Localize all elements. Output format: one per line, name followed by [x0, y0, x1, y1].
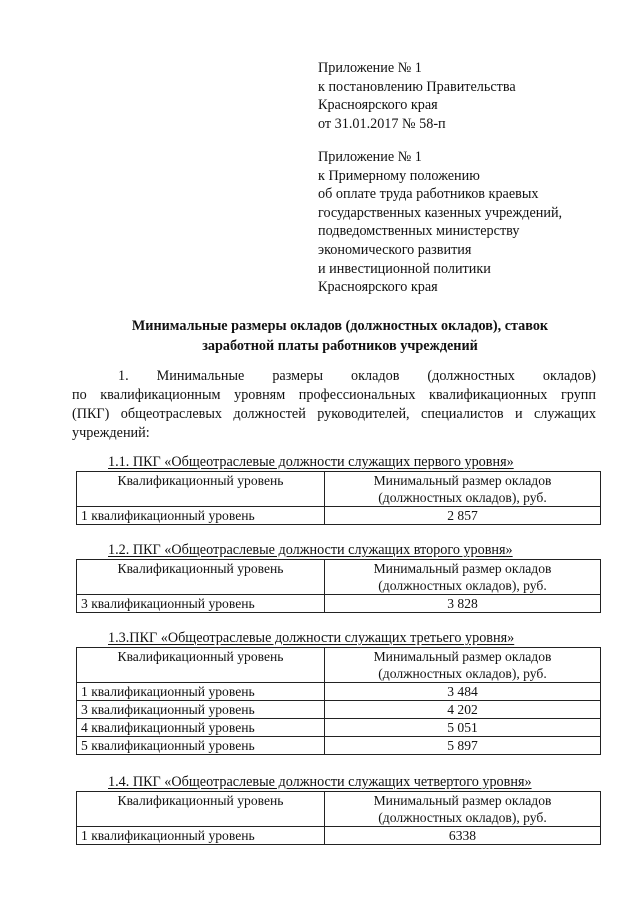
- salary-cell: 6338: [325, 827, 601, 845]
- section-caption: [108, 453, 514, 471]
- level-cell: 3 квалификационный уровень: [77, 595, 325, 613]
- header-line: Минимальный размер окладов: [373, 473, 552, 488]
- section-caption: [108, 629, 514, 647]
- header-cell-salary: [325, 648, 601, 683]
- table-header-row: [77, 792, 601, 827]
- title-line: заработной платы работников учреждений: [202, 338, 478, 354]
- table-row: [77, 827, 601, 845]
- document-title: [60, 316, 620, 356]
- salary-table: [76, 559, 601, 613]
- salary-table: [76, 471, 601, 525]
- appendix-line: подведомственных министерству: [318, 223, 520, 240]
- header-line: (должностных окладов), руб.: [378, 490, 547, 505]
- appendix-line: от 31.01.2017 № 58-п: [318, 115, 446, 132]
- table-row: [77, 737, 601, 755]
- header-line: Минимальный размер окладов: [373, 793, 552, 808]
- salary-cell: 3 484: [325, 683, 601, 701]
- appendix-header-government-resolution: [318, 59, 516, 133]
- section-caption-text: 1.2. ПКГ «Общеотраслевые должности служащих второго уровня»: [108, 542, 513, 558]
- title-line: Минимальные размеры окладов (должностных окладов), ставок: [131, 318, 549, 334]
- header-cell-level: Квалификационный уровень: [77, 648, 325, 683]
- header-line: Минимальный размер окладов: [373, 649, 552, 664]
- salary-cell: 4 202: [325, 701, 601, 719]
- table-row: [77, 683, 601, 701]
- appendix-line: экономического развития: [318, 241, 472, 258]
- header-line: (должностных окладов), руб.: [378, 810, 547, 825]
- section-caption: [108, 773, 532, 791]
- header-line: (должностных окладов), руб.: [378, 578, 547, 593]
- level-cell: 1 квалификационный уровень: [77, 507, 325, 525]
- table-row: [77, 719, 601, 737]
- appendix-header-model-regulation: [318, 148, 562, 297]
- level-cell: 5 квалификационный уровень: [77, 737, 325, 755]
- level-cell: 4 квалификационный уровень: [77, 719, 325, 737]
- header-line: (должностных окладов), руб.: [378, 666, 547, 681]
- table-header-row: [77, 472, 601, 507]
- header-cell-level: Квалификационный уровень: [77, 792, 325, 827]
- header-cell-level: Квалификационный уровень: [77, 560, 325, 595]
- intro-line: (ПКГ) общеотраслевых должностей руководителей, специалистов и служащих: [72, 406, 596, 422]
- intro-paragraph: [72, 367, 596, 443]
- salary-table: [76, 791, 601, 845]
- appendix-line: об оплате труда работников краевых: [318, 186, 539, 203]
- header-line: Минимальный размер окладов: [373, 561, 552, 576]
- appendix-line: к Примерному положению: [318, 167, 480, 184]
- salary-cell: 5 897: [325, 737, 601, 755]
- section-caption-text: 1.4. ПКГ «Общеотраслевые должности служащих четвертого уровня»: [108, 774, 532, 790]
- section-caption-text: 1.3.ПКГ «Общеотраслевые должности служащих третьего уровня»: [108, 630, 515, 646]
- table-row: [77, 507, 601, 525]
- header-cell-salary: [325, 560, 601, 595]
- header-cell-salary: [325, 472, 601, 507]
- intro-line: по квалификационным уровням профессиональных квалификационных групп: [72, 387, 596, 403]
- appendix-line: и инвестиционной политики: [318, 260, 491, 277]
- level-cell: 1 квалификационный уровень: [77, 683, 325, 701]
- header-cell-salary: [325, 792, 601, 827]
- table-header-row: [77, 560, 601, 595]
- section-caption-text: 1.1. ПКГ «Общеотраслевые должности служащих первого уровня»: [108, 454, 514, 470]
- intro-line: учреждений:: [72, 425, 150, 441]
- table-header-row: [77, 648, 601, 683]
- intro-line: 1. Минимальные размеры окладов (должностных окладов): [118, 368, 596, 384]
- table-row: [77, 701, 601, 719]
- salary-cell: 5 051: [325, 719, 601, 737]
- section-caption: [108, 541, 513, 559]
- appendix-line: Красноярского края: [318, 279, 438, 296]
- salary-table: [76, 647, 601, 755]
- salary-cell: 2 857: [325, 507, 601, 525]
- appendix-line: к постановлению Правительства: [318, 78, 516, 95]
- header-cell-level: Квалификационный уровень: [77, 472, 325, 507]
- appendix-line: Красноярского края: [318, 97, 438, 114]
- level-cell: 1 квалификационный уровень: [77, 827, 325, 845]
- table-row: [77, 595, 601, 613]
- appendix-line: Приложение № 1: [318, 149, 422, 165]
- level-cell: 3 квалификационный уровень: [77, 701, 325, 719]
- appendix-line: государственных казенных учреждений,: [318, 204, 563, 221]
- appendix-line: Приложение № 1: [318, 60, 422, 76]
- salary-cell: 3 828: [325, 595, 601, 613]
